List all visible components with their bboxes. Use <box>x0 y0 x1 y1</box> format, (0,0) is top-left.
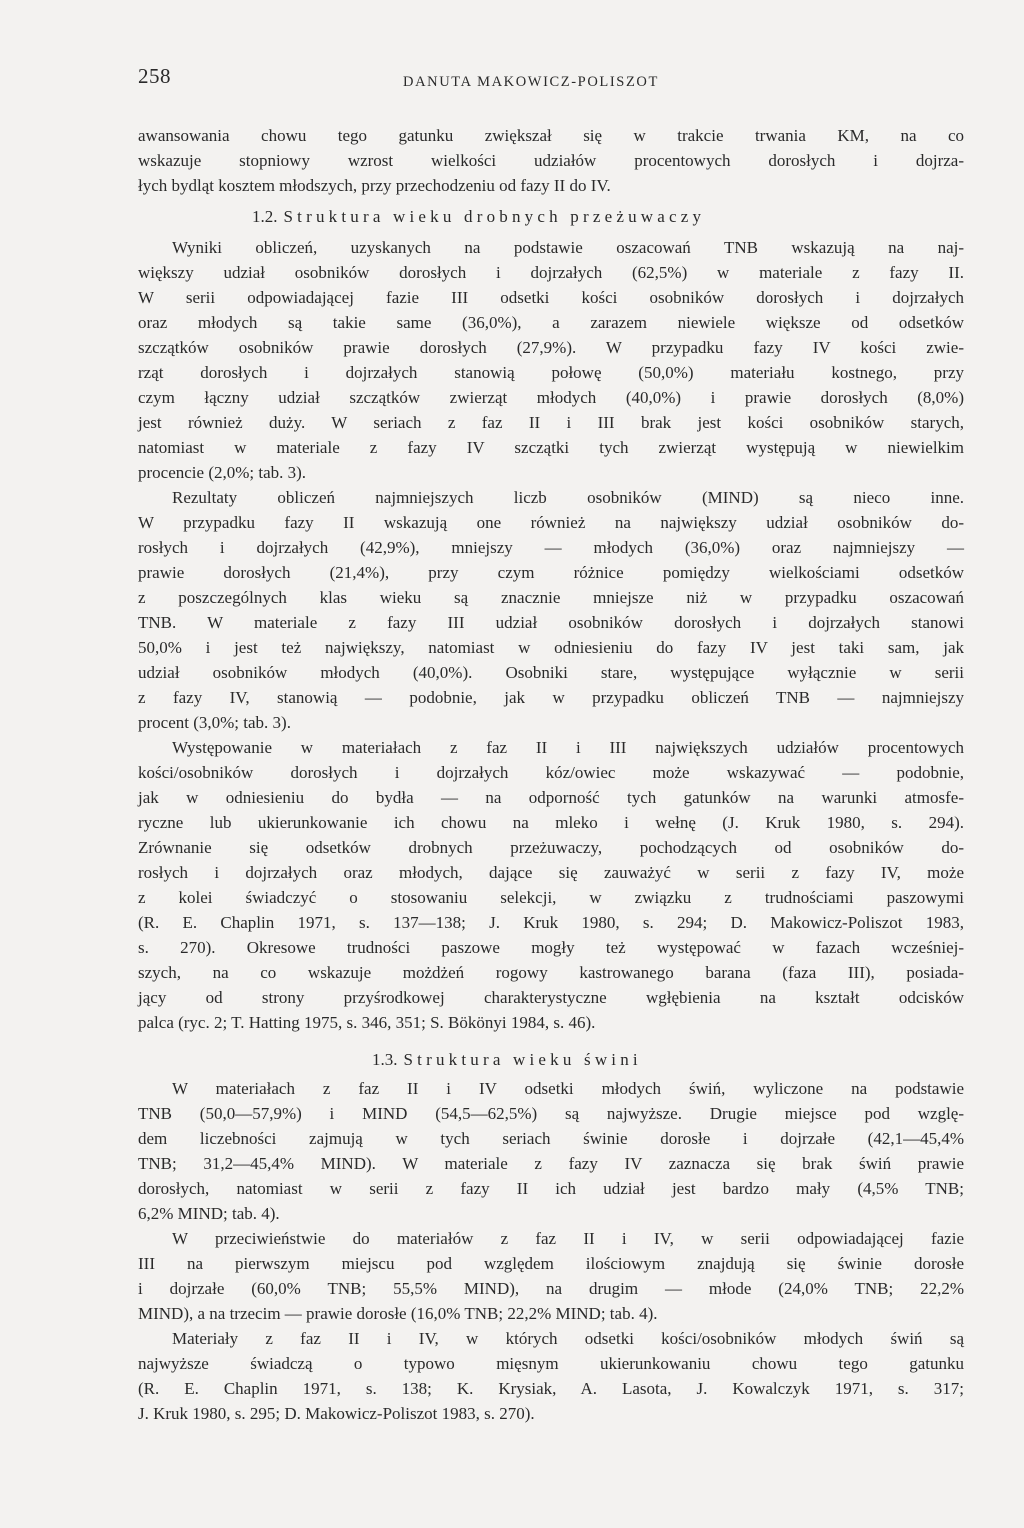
text-line: procencie (2,0%; tab. 3). <box>138 463 307 482</box>
paragraph <box>138 1326 964 1426</box>
text-line: z poszczególnych klas wieku są znacznie mniejsze niż w przypadku oszacowań <box>138 588 964 607</box>
text-line: prawie dorosłych (21,4%), przy czym różnice pomiędzy wielkościami odsetków <box>138 563 964 582</box>
text-line: szych, na co wskazuje możdżeń rogowy kastrowanego barana (faza III), posiada- <box>138 963 964 982</box>
running-head <box>138 64 964 94</box>
paragraph <box>138 735 964 1035</box>
text-line: i dojrzałe (60,0% TNB; 55,5% MIND), na drugim — młode (24,0% TNB; 22,2% <box>138 1279 964 1298</box>
text-line: z kolei świadczyć o stosowaniu selekcji, w związku z trudnościami paszowymi <box>138 888 964 907</box>
text-line: palca (ryc. 2; T. Hatting 1975, s. 346, 351; S. Bökönyi 1984, s. 46). <box>138 1013 596 1032</box>
paragraph <box>138 1226 964 1326</box>
text-line: rosłych i dojrzałych (42,9%), mniejszy — młodych (36,0%) oraz najmniejszy — <box>138 538 964 557</box>
text-line: W materiałach z faz II i IV odsetki młodych świń, wyliczone na podstawie <box>172 1079 964 1098</box>
section-number: 1.2. <box>252 207 278 226</box>
text-line: Występowanie w materiałach z faz II i III największych udziałów procentowych <box>172 738 964 757</box>
text-line: kości/osobników dorosłych i dojrzałych kóz/owiec może wskazywać — podobnie, <box>138 763 964 782</box>
text-line: procent (3,0%; tab. 3). <box>138 713 291 732</box>
section-heading-1-2 <box>138 204 964 229</box>
text-line: z fazy IV, stanowią — podobnie, jak w przypadku obliczeń TNB — najmniejszy <box>138 688 964 707</box>
text-line: 6,2% MIND; tab. 4). <box>138 1204 280 1223</box>
text-line: Rezultaty obliczeń najmniejszych liczb osobników (MIND) są nieco inne. <box>172 488 964 507</box>
section-heading-1-3 <box>138 1047 964 1072</box>
text-line: jest również duży. W seriach z faz II i III brak jest kości osobników starych, <box>138 413 964 432</box>
text-line: (R. E. Chaplin 1971, s. 137—138; J. Kruk 1980, s. 294; D. Makowicz-Poliszot 1983, <box>138 913 964 932</box>
body-text <box>138 123 964 1426</box>
text-line: wskazuje stopniowy wzrost wielkości udziałów procentowych dorosłych i dojrza- <box>138 151 964 170</box>
section-number: 1.3. <box>372 1050 398 1069</box>
paragraph <box>138 485 964 735</box>
text-line: W serii odpowiadającej fazie III odsetki kości osobników dorosłych i dojrzałych <box>138 288 964 307</box>
text-line: rosłych i dojrzałych oraz młodych, dające się zauważyć w serii z fazy IV, może <box>138 863 964 882</box>
section-title: Struktura wieku drobnych przeżuwaczy <box>283 207 706 226</box>
text-line: ryczne lub ukierunkowanie ich chowu na mleko i wełnę (J. Kruk 1980, s. 294). <box>138 813 964 832</box>
page-number: 258 <box>138 64 171 88</box>
running-head-author: DANUTA MAKOWICZ-POLISZOT <box>403 74 659 90</box>
section-title: Struktura wieku świni <box>403 1050 642 1069</box>
text-line: jący od strony przyśrodkowej charakterystyczne wgłębienia na kształt odcisków <box>138 988 964 1007</box>
text-line: J. Kruk 1980, s. 295; D. Makowicz-Poliszot 1983, s. 270). <box>138 1404 535 1423</box>
text-line: TNB. W materiale z fazy III udział osobników dorosłych i dojrzałych stanowi <box>138 613 964 632</box>
text-line: dem liczebności zajmują w tych seriach świnie dorosłe i dojrzałe (42,1—45,4% <box>138 1129 964 1148</box>
text-line: jak w odniesieniu do bydła — na odporność tych gatunków na warunki atmosfe- <box>138 788 964 807</box>
text-line: W przeciwieństwie do materiałów z faz II i IV, w serii odpowiadającej fazie <box>172 1229 964 1248</box>
text-line: TNB (50,0—57,9%) i MIND (54,5—62,5%) są najwyższe. Drugie miejsce pod wzglę- <box>138 1104 964 1123</box>
text-line: udział osobników młodych (40,0%). Osobniki stare, występujące wyłącznie w serii <box>138 663 964 682</box>
intro-paragraph <box>138 123 964 198</box>
text-line: większy udział osobników dorosłych i dojrzałych (62,5%) w materiale z fazy II. <box>138 263 964 282</box>
text-line: Wyniki obliczeń, uzyskanych na podstawie oszacowań TNB wskazują na naj- <box>172 238 964 257</box>
text-line: W przypadku fazy II wskazują one również na największy udział osobników do- <box>138 513 964 532</box>
text-line: najwyższe świadczą o typowo mięsnym ukierunkowaniu chowu tego gatunku <box>138 1354 964 1373</box>
text-line: natomiast w materiale z fazy IV szczątki tych zwierząt występują w niewielkim <box>138 438 964 457</box>
text-line: awansowania chowu tego gatunku zwiększał się w trakcie trwania KM, na co <box>138 126 964 145</box>
text-line: oraz młodych są takie same (36,0%), a zarazem niewiele większe od odsetków <box>138 313 964 332</box>
text-line: III na pierwszym miejscu pod względem ilościowym znajdują się świnie dorosłe <box>138 1254 964 1273</box>
text-line: czym łączny udział szczątków zwierząt młodych (40,0%) i prawie dorosłych (8,0%) <box>138 388 964 407</box>
paragraph <box>138 235 964 485</box>
text-line: Materiały z faz II i IV, w których odsetki kości/osobników młodych świń są <box>172 1329 964 1348</box>
text-line: łych bydląt kosztem młodszych, przy przechodzeniu od fazy II do IV. <box>138 176 611 195</box>
paragraph <box>138 1076 964 1226</box>
text-line: szczątków osobników prawie dorosłych (27,9%). W przypadku fazy IV kości zwie- <box>138 338 964 357</box>
text-line: rząt dorosłych i dojrzałych stanowią połowę (50,0%) materiału kostnego, przy <box>138 363 964 382</box>
text-line: Zrównanie się odsetków drobnych przeżuwaczy, pochodzących od osobników do- <box>138 838 964 857</box>
text-line: dorosłych, natomiast w serii z fazy II ich udział jest bardzo mały (4,5% TNB; <box>138 1179 964 1198</box>
text-line: 50,0% i jest też największy, natomiast w odniesieniu do fazy IV jest taki sam, jak <box>138 638 964 657</box>
text-line: TNB; 31,2—45,4% MIND). W materiale z fazy IV zaznacza się brak świń prawie <box>138 1154 964 1173</box>
text-line: s. 270). Okresowe trudności paszowe mogły też występować w fazach wcześniej- <box>138 938 964 957</box>
text-line: MIND), a na trzecim — prawie dorosłe (16,0% TNB; 22,2% MIND; tab. 4). <box>138 1304 658 1323</box>
text-line: (R. E. Chaplin 1971, s. 138; K. Krysiak, A. Lasota, J. Kowalczyk 1971, s. 317; <box>138 1379 964 1398</box>
